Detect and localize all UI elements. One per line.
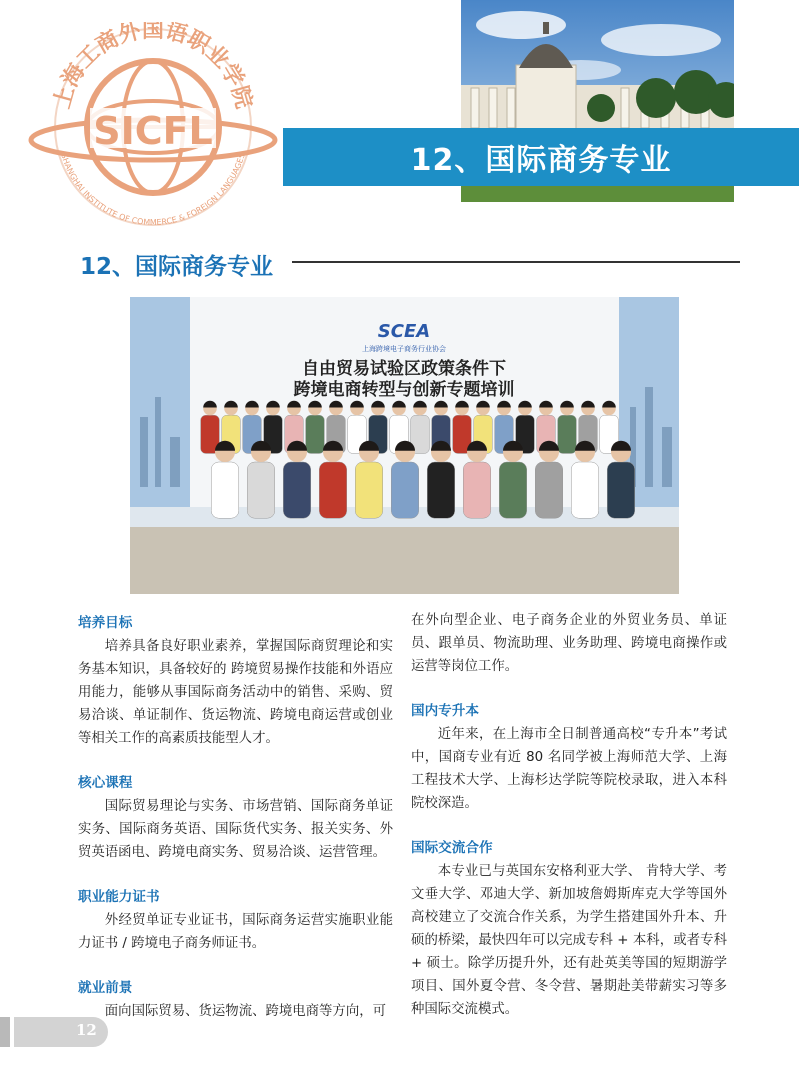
section-body-training-goal: 培养具备良好职业素养，掌握国际商贸理论和实务基本知识，具备较好的 跨境贸易操作技能和外语应用能力，能够从事国际商务活动中的销售、采购、贸易洽谈、单证制作、货运物流、跨境电商运营或创业等相关工作的高素质技能型人才。	[78, 639, 393, 746]
backdrop-line2: 跨境电商转型与创新专题培训	[293, 380, 515, 400]
section-title-core-courses: 核心课程	[78, 775, 133, 791]
svg-text:SHANGHAI INSTITUTE OF COMMERCE	[59, 152, 247, 227]
heading-divider	[292, 261, 740, 263]
backdrop-line1: 自由贸易试验区政策条件下	[302, 359, 506, 379]
section-body-exchange: 本专业已与英国东安格利亚大学、 肯特大学、考文垂大学、邓迪大学、新加坡詹姆斯库克大学等国外高校建立了交流合作关系，为学生搭建国外升本、升硕的桥梁，最快四年可以完成专科 + 本科，或者专科 + 硕士。除学历提升外，还有赴英美等国的短期游学项目、国外夏令营、冬令营、暑期赴美带薪实习等多种国际交流模式。	[411, 864, 727, 1017]
section-heading	[70, 246, 740, 280]
section-body-upgrade: 近年来，在上海市全日制普通高校“专升本”考试中，国商专业有近 80 名同学被上海师范大学、上海工程技术大学、上海杉达学院等院校录取，进入本科院校深造。	[411, 727, 727, 811]
section-title-training-goal: 培养目标	[78, 615, 133, 631]
right-column	[411, 609, 727, 1021]
section-body-employment: 面向国际贸易、货运物流、跨境电商等方向，可	[104, 1004, 386, 1019]
school-logo	[28, 22, 278, 227]
section-title-upgrade: 国内专升本	[411, 703, 479, 719]
section-title-exchange: 国际交流合作	[411, 840, 493, 856]
logo-acronym: SICFL	[93, 109, 213, 153]
backdrop-logo: SCEA	[377, 321, 431, 342]
section-title-employment: 就业前景	[78, 980, 133, 996]
banner-title: 12、国际商务专业	[283, 128, 799, 186]
logo-english-name: SHANGHAI INSTITUTE OF COMMERCE & FOREIGN LANGUAGES	[59, 152, 247, 227]
group-training-photo	[130, 297, 679, 594]
section-body-certificates: 外经贸单证专业证书，国际商务运营实施职业能力证书 / 跨境电子商务师证书。	[78, 913, 393, 951]
employment-continuation: 在外向型企业、电子商务企业的外贸业务员、单证员、跟单员、物流助理、业务助理、跨境电商操作或运营等岗位工作。	[411, 613, 727, 674]
section-title-certificates: 职业能力证书	[78, 889, 160, 905]
left-column	[78, 612, 393, 1023]
page-number: 12	[76, 1021, 97, 1039]
section-body-core-courses: 国际贸易理论与实务、市场营销、国际商务单证实务、国际商务英语、国际货代实务、报关实务、外贸英语函电、跨境电商实务、贸易洽谈、运营管理。	[78, 799, 393, 860]
svg-text:上海工商外国语职业学院	[49, 22, 257, 111]
logo-chinese-name: 上海工商外国语职业学院	[48, 22, 258, 112]
section-heading-title: 12、国际商务专业	[80, 254, 274, 280]
backdrop-org: 上海跨境电子商务行业协会	[362, 345, 446, 353]
